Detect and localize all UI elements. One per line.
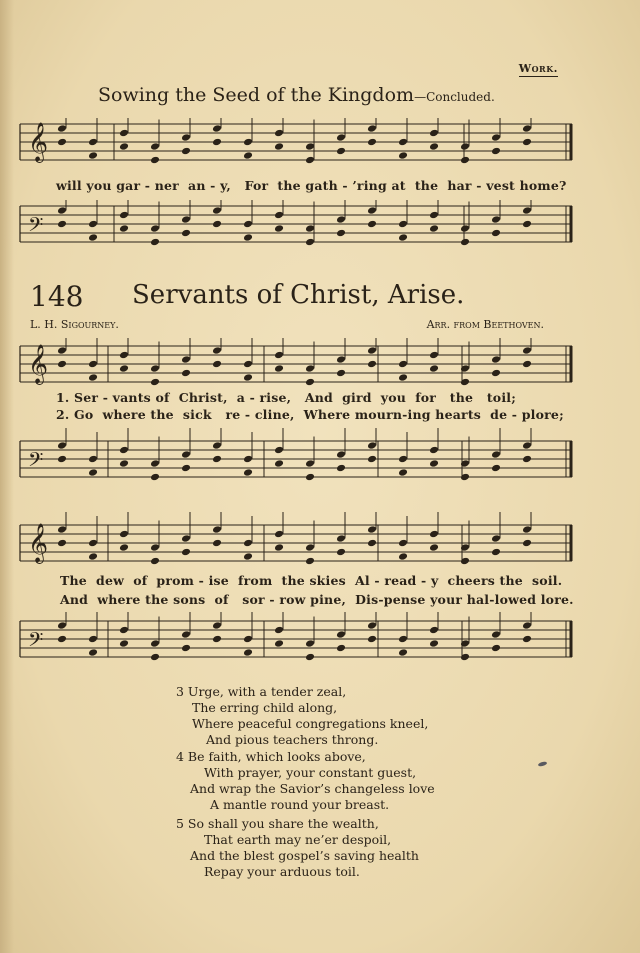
note-head [274, 364, 284, 373]
note-head [336, 464, 346, 473]
note-head [336, 215, 346, 224]
note-head [429, 211, 439, 220]
note-head [491, 369, 501, 378]
note-head [243, 138, 253, 147]
note-head [429, 543, 439, 552]
note-head [398, 151, 408, 160]
note-head [119, 543, 129, 552]
note-head [491, 630, 501, 639]
note-head [429, 459, 439, 468]
note-head [57, 525, 67, 534]
stanza-line: And the blest gospel’s saving health [190, 848, 419, 863]
note-head [88, 233, 98, 242]
treble-clef-icon: 𝄞 [28, 523, 49, 563]
page-edge-shadow [0, 0, 14, 953]
note-head [150, 156, 160, 165]
note-head [305, 364, 315, 373]
note-head [305, 224, 315, 233]
note-head [88, 373, 98, 382]
note-head [336, 355, 346, 364]
note-head [522, 360, 532, 369]
note-head [367, 346, 377, 355]
note-head [150, 473, 160, 482]
note-head [491, 450, 501, 459]
note-head [88, 539, 98, 548]
note-head [336, 548, 346, 557]
note-head [491, 229, 501, 238]
treble-clef-icon: 𝄞 [28, 344, 49, 384]
note-head [212, 525, 222, 534]
note-head [57, 360, 67, 369]
note-head [336, 630, 346, 639]
stanza-4 [176, 749, 435, 813]
note-head [460, 142, 470, 151]
hymn-author: L. H. Sigourney. [30, 318, 119, 331]
note-head [398, 138, 408, 147]
note-head [119, 364, 129, 373]
note-head [119, 446, 129, 455]
note-head [274, 351, 284, 360]
note-head [88, 151, 98, 160]
note-head [522, 525, 532, 534]
note-head [522, 206, 532, 215]
system2-treble-staff [14, 512, 574, 572]
note-head [88, 635, 98, 644]
note-head [522, 455, 532, 464]
note-head [398, 360, 408, 369]
note-head [57, 206, 67, 215]
note-head [398, 373, 408, 382]
stanza-line: And wrap the Savior’s changeless love [190, 781, 435, 796]
note-head [429, 224, 439, 233]
note-head [150, 639, 160, 648]
note-head [181, 464, 191, 473]
arranger-prefix: Arr. from [426, 318, 480, 331]
continuation-lyric: will you gar - ner an - y, For the gath - ’ring at the har - vest home? [56, 178, 567, 193]
note-head [305, 378, 315, 387]
note-head [212, 220, 222, 229]
note-head [181, 133, 191, 142]
note-head [57, 455, 67, 464]
note-head [88, 220, 98, 229]
stanza-line: 5 So shall you share the wealth, [176, 816, 379, 831]
note-head [491, 644, 501, 653]
note-head [119, 530, 129, 539]
note-head [429, 639, 439, 648]
note-head [57, 220, 67, 229]
system2-bass-staff [14, 612, 574, 672]
note-head [88, 648, 98, 657]
note-head [305, 653, 315, 662]
note-head [181, 147, 191, 156]
note-head [274, 129, 284, 138]
note-head [522, 346, 532, 355]
note-head [150, 142, 160, 151]
note-head [212, 138, 222, 147]
hymn-title: Servants of Christ, Arise. [132, 280, 465, 310]
arranger-name: Beethoven. [483, 318, 544, 331]
note-head [305, 543, 315, 552]
note-head [57, 441, 67, 450]
note-head [181, 534, 191, 543]
note-head [181, 630, 191, 639]
note-head [119, 459, 129, 468]
note-head [367, 220, 377, 229]
note-head [274, 446, 284, 455]
stanza-line: And pious teachers throng. [206, 732, 379, 747]
note-head [398, 552, 408, 561]
note-head [522, 621, 532, 630]
note-head [305, 557, 315, 566]
note-head [243, 539, 253, 548]
note-head [212, 360, 222, 369]
note-head [274, 224, 284, 233]
note-head [336, 147, 346, 156]
note-head [274, 459, 284, 468]
stanza-3 [176, 684, 428, 748]
note-head [336, 133, 346, 142]
continued-title-main: Sowing the Seed of the Kingdom [98, 84, 415, 106]
note-head [243, 552, 253, 561]
note-head [181, 450, 191, 459]
note-head [212, 441, 222, 450]
note-head [429, 530, 439, 539]
note-head [398, 220, 408, 229]
stanza-line: The erring child along, [192, 700, 338, 715]
note-head [88, 468, 98, 477]
note-head [305, 156, 315, 165]
ink-speck [538, 761, 548, 767]
note-head [274, 626, 284, 635]
note-head [429, 129, 439, 138]
note-head [398, 635, 408, 644]
system1-verse2-lyric: 2. Go where the sick re - cline, Where mourn-ing hearts de - plore; [56, 407, 564, 422]
note-head [88, 455, 98, 464]
note-head [212, 635, 222, 644]
note-head [491, 147, 501, 156]
stanza-line: 3 Urge, with a tender zeal, [176, 684, 347, 699]
note-head [119, 211, 129, 220]
note-head [398, 539, 408, 548]
note-head [336, 369, 346, 378]
note-head [398, 648, 408, 657]
note-head [429, 351, 439, 360]
bass-clef-icon: 𝄢 [28, 213, 44, 241]
note-head [88, 552, 98, 561]
note-head [274, 639, 284, 648]
system1-treble-staff [14, 338, 574, 392]
note-head [243, 468, 253, 477]
note-head [119, 351, 129, 360]
note-head [274, 142, 284, 151]
note-head [367, 621, 377, 630]
section-topic: Work. [518, 62, 558, 75]
stanza-line: Where peaceful congregations kneel, [192, 716, 429, 731]
note-head [212, 539, 222, 548]
treble-clef-icon: 𝄞 [28, 122, 49, 162]
note-head [119, 639, 129, 648]
note-head [150, 378, 160, 387]
note-head [491, 215, 501, 224]
system1-bass-staff [14, 428, 574, 488]
note-head [212, 124, 222, 133]
stanza-line: 4 Be faith, which looks above, [176, 749, 366, 764]
note-head [305, 459, 315, 468]
note-head [88, 138, 98, 147]
note-head [367, 525, 377, 534]
note-head [119, 224, 129, 233]
note-head [491, 464, 501, 473]
note-head [181, 548, 191, 557]
note-head [150, 364, 160, 373]
note-head [305, 142, 315, 151]
note-head [336, 450, 346, 459]
note-head [429, 626, 439, 635]
note-head [88, 360, 98, 369]
stanza-line: A mantle round your breast. [210, 797, 390, 812]
note-head [150, 543, 160, 552]
note-head [460, 224, 470, 233]
note-head [119, 142, 129, 151]
system1-verse1-lyric: 1. Ser - vants of Christ, a - rise, And gird you for the toil; [56, 390, 517, 405]
note-head [181, 355, 191, 364]
note-head [150, 557, 160, 566]
note-head [57, 635, 67, 644]
note-head [274, 543, 284, 552]
note-head [243, 360, 253, 369]
stanza-line: That earth may ne’er despoil, [204, 832, 392, 847]
note-head [57, 138, 67, 147]
continuation-bass-staff [14, 200, 574, 260]
note-head [57, 621, 67, 630]
note-head [460, 156, 470, 165]
note-head [181, 229, 191, 238]
note-head [243, 455, 253, 464]
stanza-line: With prayer, your constant guest, [204, 765, 417, 780]
system2-verse1-lyric: The dew of prom - ise from the skies Al - read - y cheers the soil. [60, 573, 563, 588]
note-head [150, 238, 160, 247]
note-head [367, 138, 377, 147]
note-head [305, 238, 315, 247]
note-head [398, 233, 408, 242]
note-head [398, 468, 408, 477]
continuation-treble-staff [14, 118, 574, 168]
note-head [522, 138, 532, 147]
note-head [367, 539, 377, 548]
bass-clef-icon: 𝄢 [28, 628, 44, 656]
note-head [212, 455, 222, 464]
note-head [212, 206, 222, 215]
note-head [57, 124, 67, 133]
note-head [212, 621, 222, 630]
stanza-5 [176, 816, 419, 880]
note-head [274, 530, 284, 539]
note-head [491, 534, 501, 543]
note-head [429, 142, 439, 151]
note-head [57, 539, 67, 548]
note-head [429, 364, 439, 373]
note-head [243, 151, 253, 160]
note-head [181, 644, 191, 653]
note-head [243, 233, 253, 242]
note-head [367, 635, 377, 644]
note-head [491, 133, 501, 142]
note-head [119, 129, 129, 138]
continued-title-suffix: —Concluded. [414, 90, 495, 104]
note-head [460, 238, 470, 247]
note-head [150, 459, 160, 468]
hymn-arranger [427, 318, 544, 331]
note-head [150, 224, 160, 233]
note-head [212, 346, 222, 355]
system2-verse2-lyric: And where the sons of sor - row pine, Dis-pense your hal-lowed lore. [60, 592, 574, 607]
note-head [522, 220, 532, 229]
note-head [367, 124, 377, 133]
note-head [119, 626, 129, 635]
note-head [243, 373, 253, 382]
note-head [181, 369, 191, 378]
note-head [367, 360, 377, 369]
note-head [57, 346, 67, 355]
note-head [243, 220, 253, 229]
note-head [367, 206, 377, 215]
note-head [336, 644, 346, 653]
continued-hymn-title [98, 84, 495, 106]
note-head [336, 229, 346, 238]
note-head [522, 539, 532, 548]
note-head [522, 441, 532, 450]
bass-clef-icon: 𝄢 [28, 448, 44, 476]
note-head [491, 355, 501, 364]
note-head [336, 534, 346, 543]
hymn-number: 148 [30, 280, 84, 313]
note-head [305, 473, 315, 482]
note-head [243, 648, 253, 657]
note-head [305, 639, 315, 648]
note-head [367, 455, 377, 464]
note-head [491, 548, 501, 557]
note-head [429, 446, 439, 455]
note-head [243, 635, 253, 644]
stanza-line: Repay your arduous toil. [204, 864, 360, 879]
note-head [367, 441, 377, 450]
note-head [398, 455, 408, 464]
note-head [522, 635, 532, 644]
note-head [181, 215, 191, 224]
note-head [150, 653, 160, 662]
note-head [522, 124, 532, 133]
note-head [274, 211, 284, 220]
